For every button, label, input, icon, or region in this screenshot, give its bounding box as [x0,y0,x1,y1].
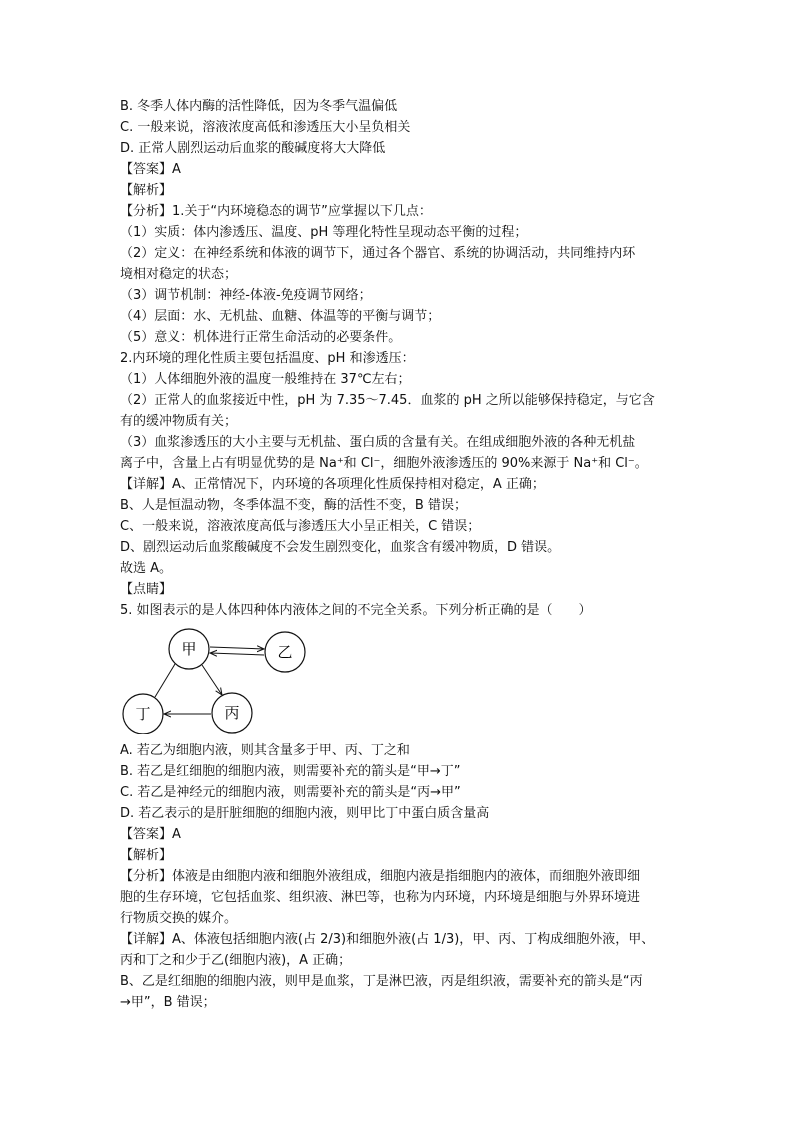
text-line: B、人是恒温动物，冬季体温不变，酶的活性不变，B 错误； [120,498,467,513]
text-line: 胞的生存环境，它包括血浆、组织液、淋巴等，也称为内环境，内环境是细胞与外界环境进 [120,890,641,905]
option-c: C. 若乙是神经元的细胞内液，则需要补充的箭头是“丙→甲” [120,785,461,800]
text-line: →甲”，B 错误； [120,995,216,1010]
text-line: （3）血浆渗透压的大小主要与无机盐、蛋白质的含量有关。在组成细胞外液的各种无机盐 [120,435,636,450]
text-line: （2）正常人的血浆接近中性，pH 为 7.35～7.45．血浆的 pH 之所以能够保持稳定，与它含 [120,393,655,408]
text-line: （1）实质：体内渗透压、温度、pH 等理化特性呈现动态平衡的过程； [120,225,528,240]
text-line: 行物质交换的媒介。 [120,911,238,926]
edge-ding-jia [155,664,175,697]
answer-line: 【答案】A [120,162,181,177]
node-yi-label: 乙 [277,643,293,661]
option-b: B. 若乙是红细胞的细胞内液，则需要补充的箭头是“甲→丁” [120,764,461,779]
text-line: （5）意义：机体进行正常生命活动的必要条件。 [120,330,402,345]
answer-line: 【答案】A [120,827,181,842]
text-line: 境相对稳定的状态； [120,267,238,282]
text-line: 有的缓冲物质有关； [120,414,238,429]
text-line: 故选 A。 [120,561,173,576]
node-ding-label: 丁 [135,705,151,723]
option-a: A. 若乙为细胞内液，则其含量多于甲、丙、丁之和 [120,743,410,758]
text-line: C. 一般来说，溶液浓度高低和渗透压大小呈负相关 [120,120,411,135]
text-line: 【详解】A、体液包括细胞内液(占 2/3)和细胞外液(占 1/3)，甲、丙、丁构成细胞外液，甲、 [120,932,655,947]
text-line: 【分析】1.关于“内环境稳态的调节”应掌握以下几点： [120,204,432,219]
question-stem: 5. 如图表示的是人体四种体内液体之间的不完全关系。下列分析正确的是（ ） [120,603,592,618]
text-line: （3）调节机制：神经-体液-免疫调节网络； [120,288,372,303]
text-line: 【详解】A、正常情况下，内环境的各项理化性质保持相对稳定，A 正确； [120,477,545,492]
text-line: （1）人体细胞外液的温度一般维持在 37℃左右； [120,372,411,387]
text-line: （2）定义：在神经系统和体液的调节下，通过各个器官、系统的协调活动，共同维持内环 [120,246,636,261]
body-fluid-diagram [118,622,318,734]
arrow-jia-to-yi [210,647,264,649]
analysis-heading: 【解析】 [120,848,173,863]
arrow-yi-to-jia [210,653,264,655]
text-line: 【点睛】 [120,582,173,597]
text-line: （4）层面：水、无机盐、血糖、体温等的平衡与调节； [120,309,441,324]
text-line: B、乙是红细胞的细胞内液，则甲是血浆，丁是淋巴液，丙是组织液，需要补充的箭头是“丙 [120,974,643,989]
node-jia-label: 甲 [181,640,197,658]
text-line: 丙和丁之和少于乙(细胞内液)，A 正确； [120,953,352,968]
text-line: C、一般来说，溶液浓度高低与渗透压大小呈正相关，C 错误； [120,519,481,534]
text-line: 离子中，含量上占有明显优势的是 Na⁺和 Cl⁻，细胞外液渗透压的 90%来源于 Na⁺和 Cl⁻。 [120,456,648,471]
text-line: 【分析】体液是由细胞内液和细胞外液组成，细胞内液是指细胞内的液体，而细胞外液即细 [120,869,641,884]
analysis-heading: 【解析】 [120,183,173,198]
arrow-jia-to-bing [202,665,222,695]
text-line: 2.内环境的理化性质主要包括温度、pH 和渗透压： [120,351,415,366]
node-bing-label: 丙 [224,704,240,722]
text-line: D、剧烈运动后血浆酸碱度不会发生剧烈变化，血浆含有缓冲物质，D 错误。 [120,540,561,555]
text-line: D. 正常人剧烈运动后血浆的酸碱度将大大降低 [120,141,386,156]
option-d: D. 若乙表示的是肝脏细胞的细胞内液，则甲比丁中蛋白质含量高 [120,806,490,821]
text-line: B. 冬季人体内酶的活性降低，因为冬季气温偏低 [120,99,398,114]
